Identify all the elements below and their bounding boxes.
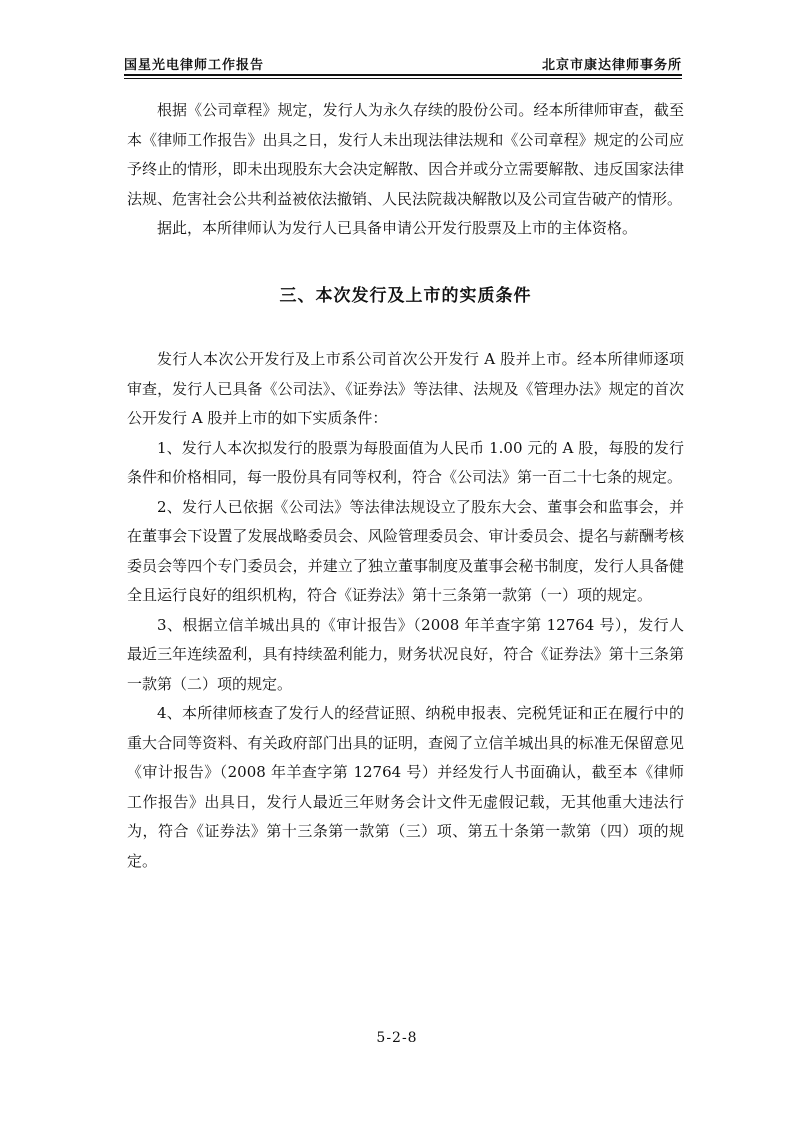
- paragraph-dissolution: 根据《公司章程》规定，发行人为永久存续的股份公司。经本所律师审查，截至本《律师工作报告》出具之日，发行人未出现法律法规和《公司章程》规定的公司应予终止的情形，即未出现股东大会决定解散、因合并或分立需要解散、违反国家法律法规、危害社会公共利益被依法撤销、人民法院裁决解散以及公司宣告破产的情形。: [127, 101, 684, 208]
- paragraph-condition-1: 1、发行人本次拟发行的股票为每股面值为人民币 1.00 元的 A 股，每股的发行条件和价格相同，每一股份具有同等权利，符合《公司法》第一百二十七条的规定。: [127, 438, 684, 486]
- paragraph-condition-4: 4、本所律师核查了发行人的经营证照、纳税申报表、完税凭证和正在履行中的重大合同等资料、有关政府部门出具的证明，查阅了立信羊城出具的标准无保留意见《审计报告》（2008 年羊查字第 12764 号）并经发行人书面确认，截至本《律师工作报告》出具日，发行人最近三年财务会计文件无虚假记载，无其他重大违法行为，符合《证券法》第十三条第一款第（三）项、第五十条第一款第（四）项的规定。: [127, 704, 684, 870]
- paragraph-intro: 发行人本次公开发行及上市系公司首次公开发行 A 股并上市。经本所律师逐项审查，发行人已具备《公司法》、《证券法》等法律、法规及《管理办法》规定的首次公开发行 A 股并上市的如下实质条件：: [127, 350, 684, 427]
- header-report-title: 国星光电律师工作报告: [124, 58, 265, 73]
- section-heading: 三、本次发行及上市的实质条件: [279, 285, 532, 306]
- page-header: [124, 51, 682, 73]
- page-number: 5-2-8: [376, 1030, 418, 1046]
- header-law-firm: 北京市康达律师事务所: [541, 58, 682, 73]
- paragraph-condition-2: 2、发行人已依据《公司法》等法律法规设立了股东大会、董事会和监事会，并在董事会下设置了发展战略委员会、风险管理委员会、审计委员会、提名与薪酬考核委员会等四个专门委员会，并建立了独立董事制度及董事会秘书制度，发行人具备健全且运行良好的组织机构，符合《证券法》第十三条第一款第（一）项的规定。: [127, 497, 684, 604]
- header-rule-thin: [124, 78, 682, 79]
- paragraph-conclusion: 据此，本所律师认为发行人已具备申请公开发行股票及上市的主体资格。: [157, 219, 638, 237]
- document-body: [127, 96, 684, 876]
- header-rule: [124, 74, 682, 76]
- paragraph-condition-3: 3、根据立信羊城出具的《审计报告》（2008 年羊查字第 12764 号），发行人最近三年连续盈利，具有持续盈利能力，财务状况良好，符合《证券法》第十三条第一款第（二）项的规定。: [127, 615, 684, 693]
